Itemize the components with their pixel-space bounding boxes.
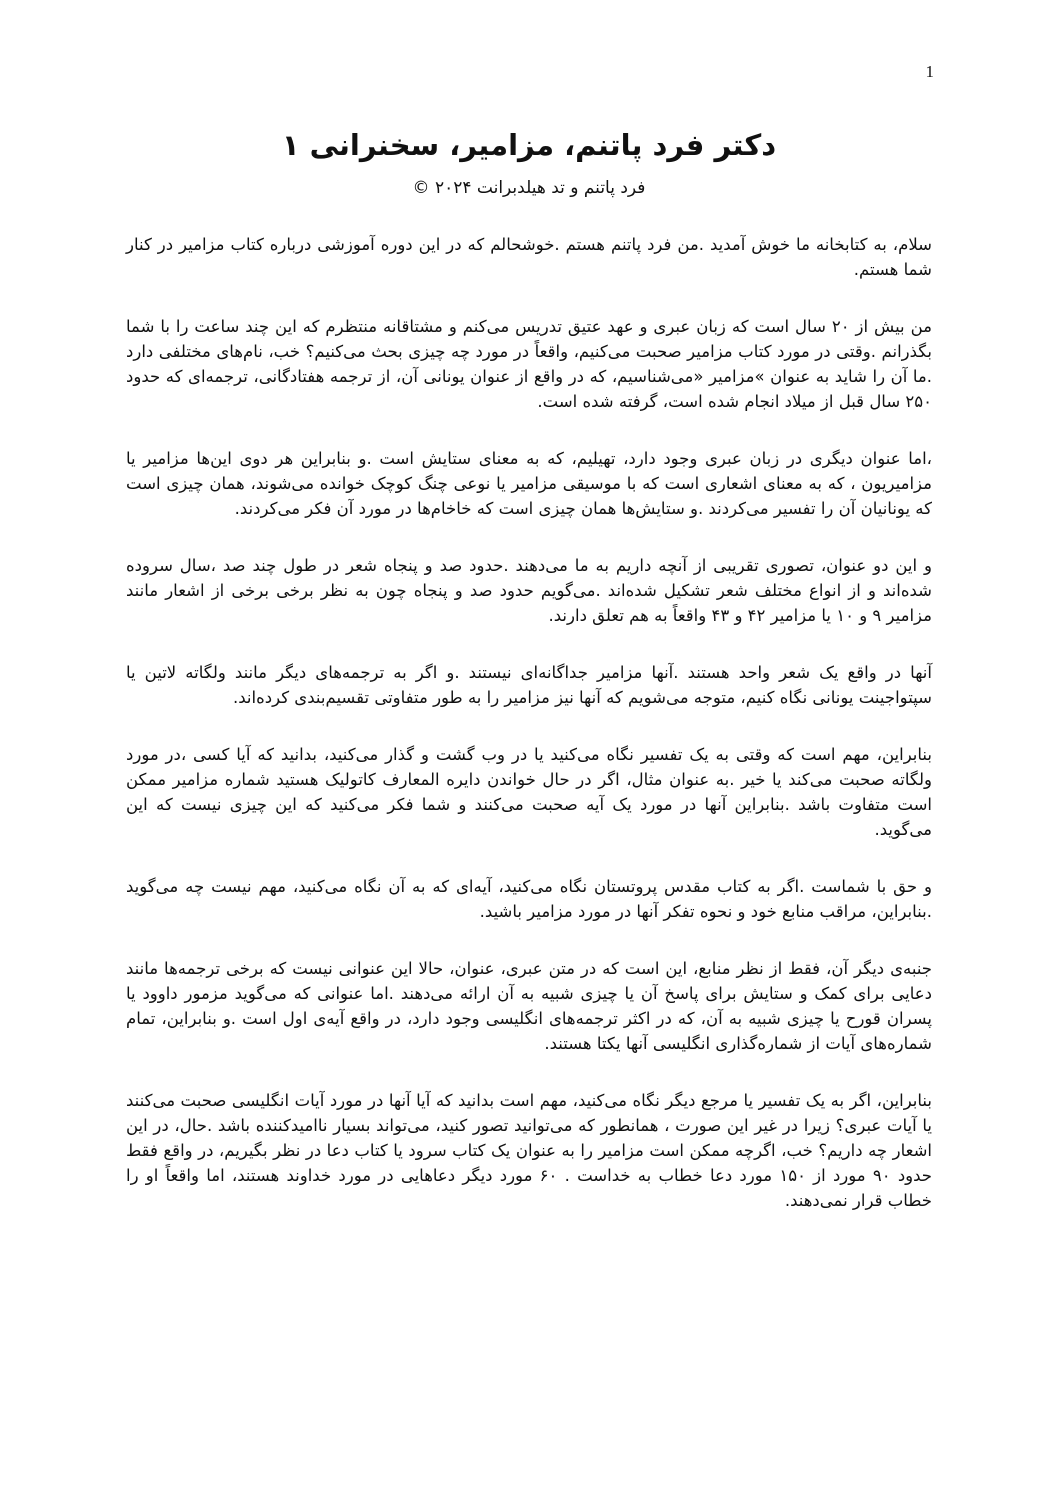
- paragraph: من بیش از ۲۰ سال است که زبان عبری و عهد عتیق تدریس می‌کنم و مشتاقانه منتظرم که این چند ساعت را با شما بگذرانم .وقتی در مورد کتاب مزامیر صحبت می‌کنیم، واقعاً در مورد چه چیزی بحث می‌کنیم؟ خب، نام‌های مختلفی دارد .ما آن را شاید به عنوان »مزامیر «می‌شناسیم، که در واقع از عنوان یونانی آن، از ترجمه هفتادگانی، ترجمه‌ای که حدود ۲۵۰ سال قبل از میلاد انجام شده است، گرفته شده است.: [126, 317, 932, 411]
- paragraph: و حق با شماست .اگر به کتاب مقدس پروتستان نگاه می‌کنید، آیه‌ای که به آن نگاه می‌کنید، مهم نیست چه می‌گوید .بنابراین، مراقب منابع خود و نحوه تفکر آنها در مورد مزامیر باشید.: [126, 877, 932, 921]
- paragraph: و این دو عنوان، تصوری تقریبی از آنچه داریم به ما می‌دهند .حدود صد و پنجاه شعر در طول چند صد ،سال سروده شده‌اند و از انواع مختلف شعر تشکیل شده‌اند .می‌گویم حدود صد و پنجاه چون به نظر برخی برخی از اشعار مانند مزامیر ۹ و ۱۰ یا مزامیر ۴۲ و ۴۳ واقعاً به هم تعلق دارند.: [126, 556, 932, 625]
- paragraph: آنها در واقع یک شعر واحد هستند .آنها مزامیر جداگانه‌ای نیستند .و اگر به ترجمه‌های دیگر مانند ولگاته لاتین یا سپتواجینت یونانی نگاه کنیم، متوجه می‌شویم که آنها نیز مزامیر را به طور متفاوتی تقسیم‌بندی کرده‌اند.: [126, 663, 932, 707]
- paragraph: بنابراین، مهم است که وقتی به یک تفسیر نگاه می‌کنید یا در وب گشت و گذار می‌کنید، بدانید که آیا کسی ،در مورد ولگاته صحبت می‌کند یا خیر .به عنوان مثال، اگر در حال خواندن دایره المعارف کاتولیک هستید شماره مزامیر ممکن است متفاوت باشد .بنابراین آنها در مورد یک آیه صحبت می‌کنند و شما فکر می‌کنید که این چیزی نیست که این می‌گوید.: [126, 745, 932, 839]
- document-title: دکتر فرد پاتنم، مزامیر، سخنرانی ۱: [281, 128, 777, 162]
- document-body: [126, 232, 932, 1245]
- paragraph: جنبه‌ی دیگر آن، فقط از نظر منابع، این است که در متن عبری، عنوان، حالا این عنوانی نیست که برخی ترجمه‌ها مانند دعایی برای کمک و ستایش برای پاسخ آن یا چیزی شبیه به آن ارائه می‌دهند .اما عنوانی که می‌گوید مزمور داوود یا پسران قورح یا چیزی شبیه به آن، که در اکثر ترجمه‌های انگلیسی وجود دارد، در واقع آیه‌ی اول است .و بنابراین، تمام شماره‌های آیات از شماره‌گذاری انگلیسی آنها یکتا هستند.: [126, 959, 932, 1053]
- page-number: 1: [925, 62, 934, 81]
- document-subtitle: فرد پاتنم و تد هیلدبرانت ۲۰۲۴ ©: [412, 178, 646, 198]
- paragraph: بنابراین، اگر به یک تفسیر یا مرجع دیگر نگاه می‌کنید، مهم است بدانید که آیا آنها در مورد آیات انگلیسی صحبت می‌کنند یا آیات عبری؟ زیرا در غیر این صورت ، همانطور که می‌توانید تصور کنید، می‌تواند بسیار ناامیدکننده باشد .حال، در این اشعار چه داریم؟ خب، اگرچه ممکن است مزامیر را به عنوان یک کتاب سرود یا کتاب دعا در نظر بگیریم، در واقع فقط حدود ۹۰ مورد از ۱۵۰ مورد دعا خطاب به خداست . ۶۰ مورد دیگر دعاهایی در مورد خداوند هستند، اما واقعاً او را خطاب قرار نمی‌دهند.: [126, 1091, 932, 1210]
- paragraph: ،اما عنوان دیگری در زبان عبری وجود دارد، تهیلیم، که به معنای ستایش است .و بنابراین هر دوی این‌ها مزامیر یا مزامیریون ، که به معنای اشعاری است که با موسیقی مزامیر یا نوعی چنگ کوچک خوانده می‌شوند، همان چیزی است که یونانیان آن را تفسیر می‌کردند .و ستایش‌ها همان چیزی است که خاخام‌ها در مورد آن فکر می‌کردند.: [126, 449, 932, 518]
- paragraph: سلام، به کتابخانه ما خوش آمدید .من فرد پاتنم هستم .خوشحالم که در این دوره آموزشی درباره کتاب مزامیر در کنار شما هستم.: [126, 235, 932, 279]
